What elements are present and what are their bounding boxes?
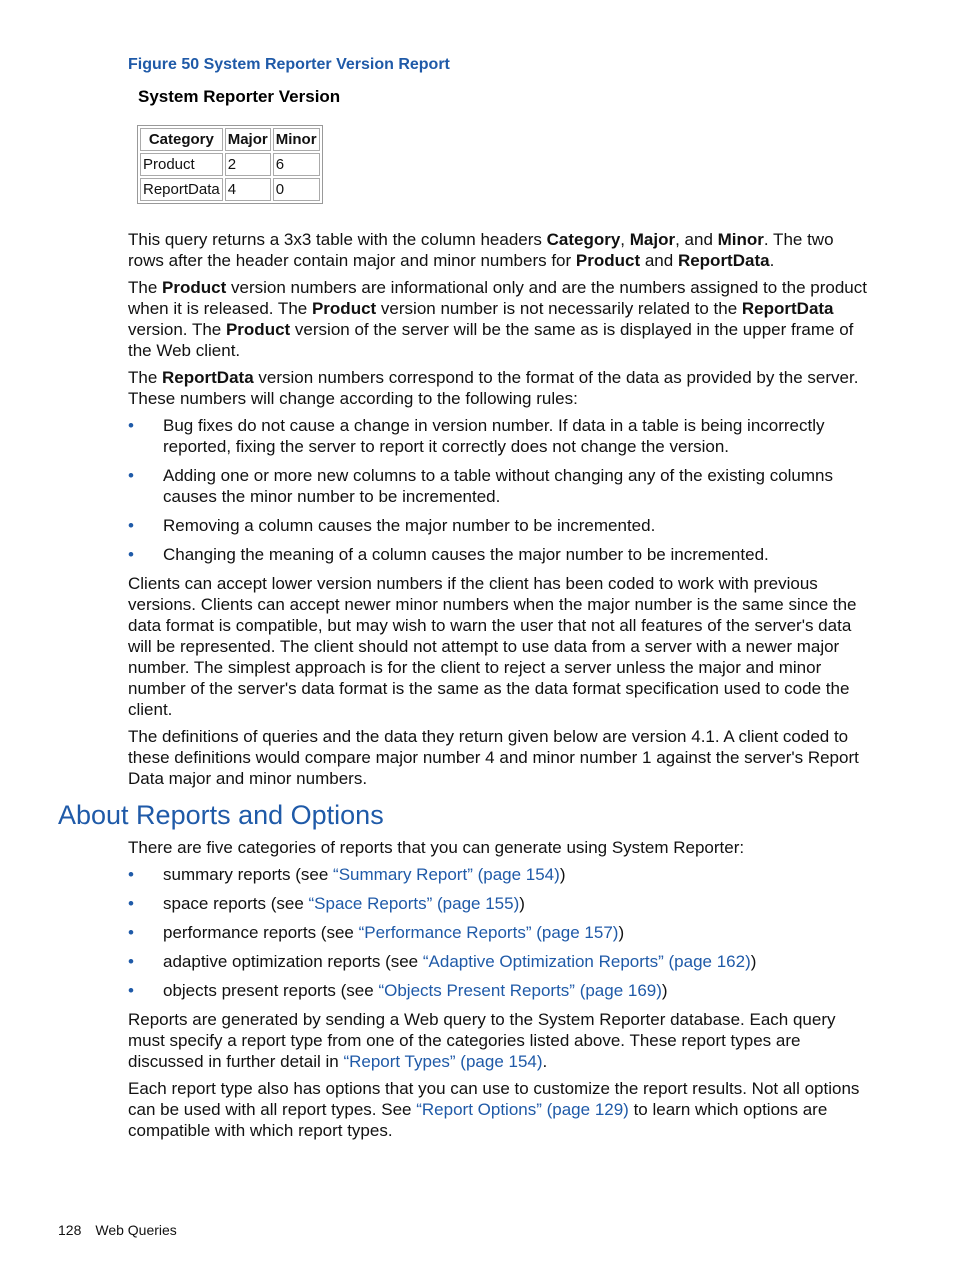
bullet-icon: • xyxy=(128,466,134,485)
table-cell: Product xyxy=(140,153,223,176)
table-header-cell: Major xyxy=(225,128,271,151)
report-categories-list xyxy=(128,864,873,1001)
list-item: • Adding one or more new columns to a table without changing any of the existing columns causes the minor number to be incremented. xyxy=(128,466,834,506)
page-content xyxy=(58,229,873,1147)
paragraph-reportdata-version: The ReportData version numbers correspond to the format of the data as provided by the server. These numbers will change according to the following rules: xyxy=(128,368,859,408)
paragraph-report-generation: Reports are generated by sending a Web query to the System Reporter database. Each query must specify a report type from one of the categories listed above. These report types are discussed in further detail in “Report Types” (page 154). xyxy=(128,1010,836,1071)
figure-caption: Figure 50 System Reporter Version Report xyxy=(128,56,450,73)
list-item: • objects present reports (see “Objects Present Reports” (page 169)) xyxy=(128,981,668,1000)
objects-present-reports-link[interactable]: “Objects Present Reports” (page 169) xyxy=(378,981,662,1000)
bullet-icon: • xyxy=(128,865,134,884)
list-item: • adaptive optimization reports (see “Adaptive Optimization Reports” (page 162)) xyxy=(128,952,757,971)
summary-report-link[interactable]: “Summary Report” (page 154) xyxy=(333,865,560,884)
report-types-link[interactable]: “Report Types” (page 154) xyxy=(343,1052,543,1071)
paragraph-table-description: This query returns a 3x3 table with the column headers Category, Major, and Minor. The two rows after the header contain major and minor numbers for Product and ReportData. xyxy=(128,230,834,270)
performance-reports-link[interactable]: “Performance Reports” (page 157) xyxy=(358,923,619,942)
paragraph-client-compatibility: Clients can accept lower version numbers if the client has been coded to work with previous versions. Clients can accept newer minor numbers when the major number is the same since the data format is compatible, but may wish to warn the user that not all features of the server's data will be represented. The client should not attempt to use data from a server with a newer major number. The simplest approach is for the client to reject a server unless the major and minor number of the server's data format is the same as the data format specification used to code the client. xyxy=(128,574,857,719)
table-cell: 0 xyxy=(273,178,320,201)
space-reports-link[interactable]: “Space Reports” (page 155) xyxy=(308,894,520,913)
paragraph-version-definition: The definitions of queries and the data they return given below are version 4.1. A client coded to these definitions would compare major number 4 and minor number 1 against the server's Report Data major and minor numbers. xyxy=(128,727,859,788)
table-header-cell: Category xyxy=(140,128,223,151)
page-number: 128 xyxy=(58,1222,82,1238)
bullet-icon: • xyxy=(128,416,134,435)
adaptive-optimization-reports-link[interactable]: “Adaptive Optimization Reports” (page 162) xyxy=(422,952,751,971)
version-rules-list xyxy=(128,415,873,565)
list-item: • Removing a column causes the major number to be incremented. xyxy=(128,516,656,535)
table-header-cell: Minor xyxy=(273,128,320,151)
chapter-title: Web Queries xyxy=(95,1222,177,1238)
table-cell: 6 xyxy=(273,153,320,176)
list-item: • summary reports (see “Summary Report” (page 154)) xyxy=(128,865,566,884)
report-options-link[interactable]: “Report Options” (page 129) xyxy=(416,1100,629,1119)
paragraph-categories-intro: There are five categories of reports that you can generate using System Reporter: xyxy=(128,838,745,857)
table-header-row xyxy=(140,128,320,151)
list-item: • Bug fixes do not cause a change in version number. If data in a table is being incorrectly reported, fixing the server to report it correctly does not change the version. xyxy=(128,416,825,456)
bullet-icon: • xyxy=(128,952,134,971)
version-table xyxy=(137,125,323,204)
bullet-icon: • xyxy=(128,545,134,564)
table-cell: 4 xyxy=(225,178,271,201)
paragraph-product-version: The Product version numbers are informational only and are the numbers assigned to the product when it is released. The Product version number is not necessarily related to the ReportData version. The Product version of the server will be the same as is displayed in the upper frame of the Web client. xyxy=(128,278,867,360)
bullet-icon: • xyxy=(128,516,134,535)
paragraph-report-options: Each report type also has options that you can use to customize the report results. Not all options can be used with all report types. See “Report Options” (page 129) to learn which options are compatible with which report types. xyxy=(128,1079,860,1140)
list-item: • Changing the meaning of a column causes the major number to be incremented. xyxy=(128,545,769,564)
table-row xyxy=(140,153,320,176)
table-row xyxy=(140,178,320,201)
bullet-icon: • xyxy=(128,894,134,913)
table-cell: ReportData xyxy=(140,178,223,201)
bullet-icon: • xyxy=(128,923,134,942)
page-footer xyxy=(58,1222,177,1238)
bullet-icon: • xyxy=(128,981,134,1000)
list-item: • performance reports (see “Performance Reports” (page 157)) xyxy=(128,923,625,942)
list-item: • space reports (see “Space Reports” (page 155)) xyxy=(128,894,525,913)
section-heading: About Reports and Options xyxy=(58,800,384,830)
table-cell: 2 xyxy=(225,153,271,176)
figure-title: System Reporter Version xyxy=(138,87,341,106)
